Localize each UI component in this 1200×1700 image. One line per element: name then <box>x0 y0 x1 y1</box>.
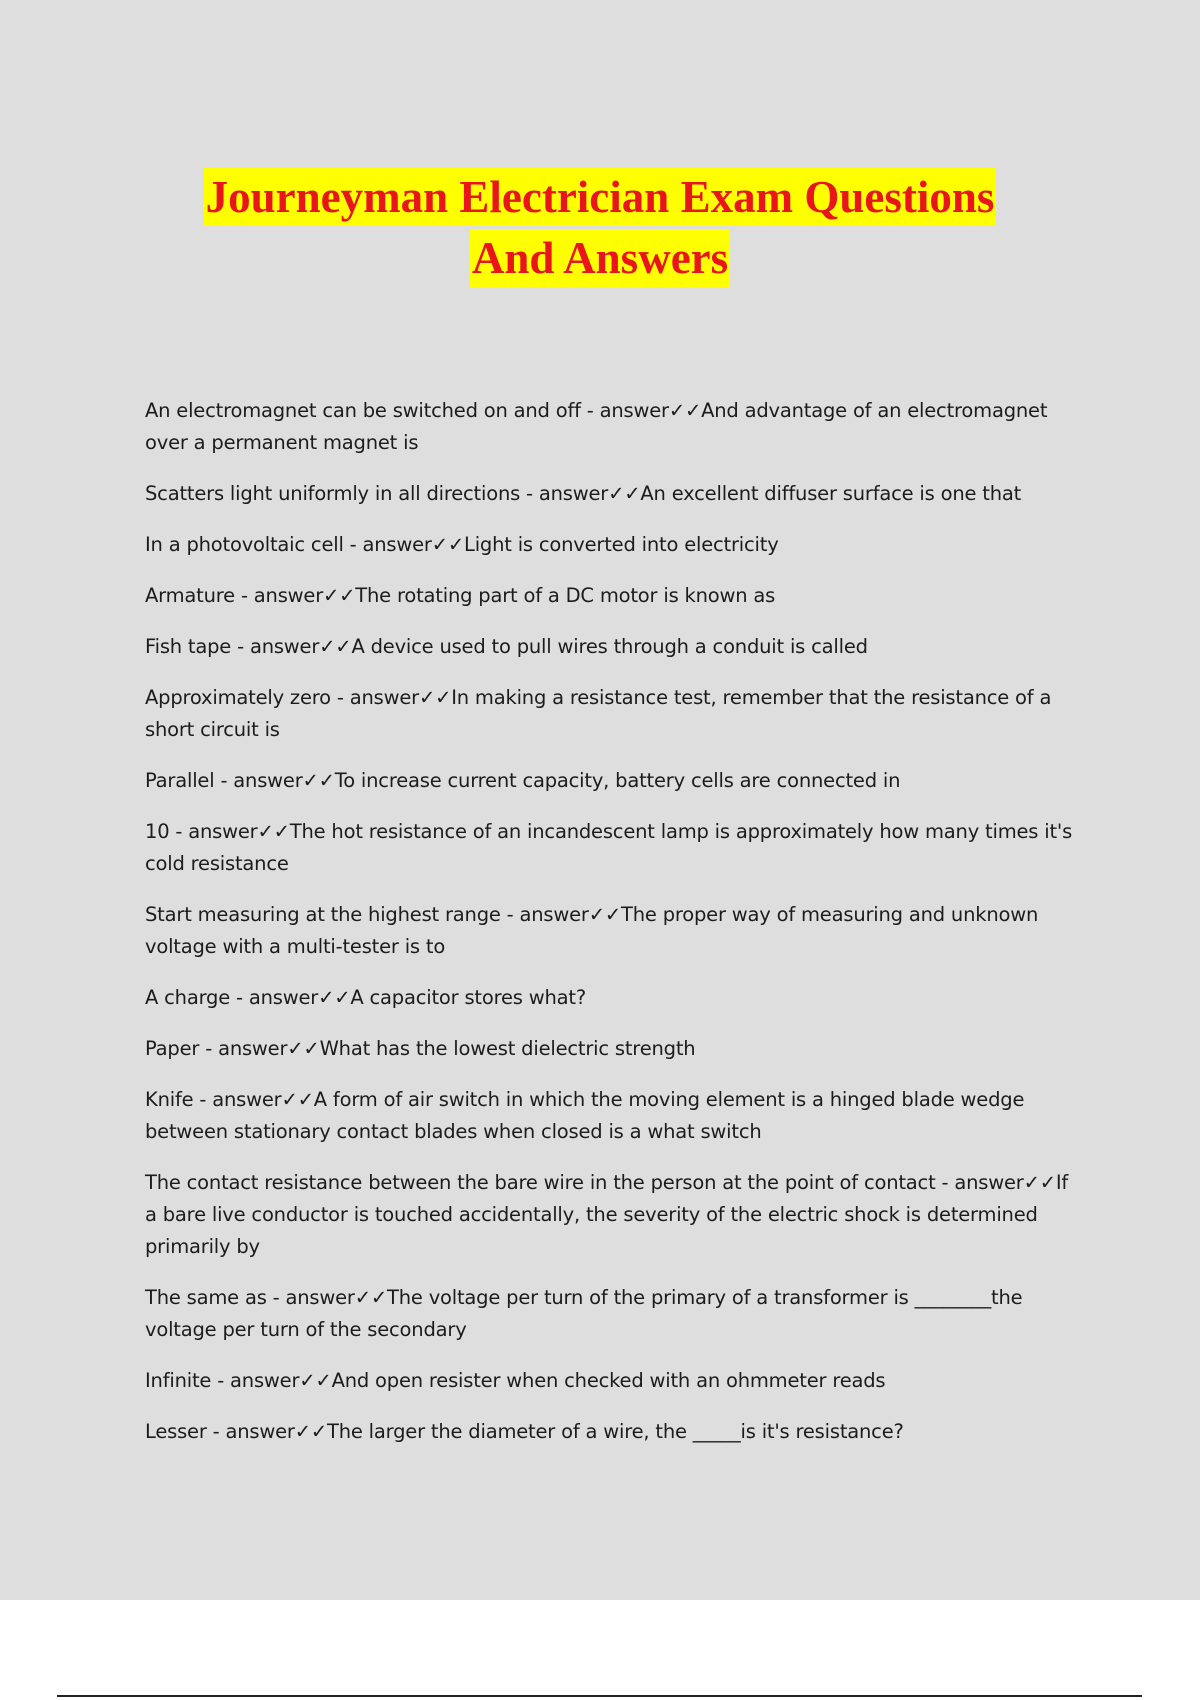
qa-separator: - answer✓✓ <box>230 986 351 1009</box>
qa-answer: 10 <box>145 820 170 843</box>
document-title <box>0 168 1200 290</box>
title-line-1: Journeyman Electrician Exam Questions <box>204 168 997 226</box>
qa-item <box>145 899 1080 963</box>
qa-question: In making a resistance test, remember that the resistance of a short circuit is <box>145 686 1052 741</box>
qa-item <box>145 478 1080 510</box>
qa-answer: Infinite <box>145 1369 212 1392</box>
qa-answer: Start measuring at the highest range <box>145 903 501 926</box>
qa-answer: In a photovoltaic cell <box>145 533 344 556</box>
qa-item <box>145 816 1080 880</box>
qa-question: The rotating part of a DC motor is known as <box>355 584 776 607</box>
qa-item <box>145 1033 1080 1065</box>
qa-separator: - answer✓✓ <box>580 399 702 422</box>
qa-item <box>145 1167 1080 1263</box>
title-line-2: And Answers <box>470 229 730 287</box>
qa-question: The hot resistance of an incandescent lamp is approximately how many times it's cold resistance <box>145 820 1073 875</box>
qa-item <box>145 529 1080 561</box>
qa-separator: - answer✓✓ <box>234 584 356 607</box>
qa-question: A capacitor stores what? <box>350 986 586 1009</box>
qa-answer: Armature <box>145 584 235 607</box>
qa-separator: - answer✓✓ <box>500 903 622 926</box>
qa-answer: Parallel <box>145 769 215 792</box>
qa-question: The voltage per turn of the primary of a transformer is ________the voltage per turn of the secondary <box>145 1286 1023 1341</box>
qa-question: And advantage of an electromagnet over a permanent magnet is <box>145 399 1048 454</box>
qa-separator: - answer✓✓ <box>206 1420 327 1443</box>
qa-question: A form of air switch in which the moving element is a hinged blade wedge between stationary contact blades when closed is a what switch <box>145 1088 1025 1143</box>
footer-divider <box>57 1695 1142 1697</box>
qa-separator: - answer✓✓ <box>520 482 641 505</box>
qa-answer: Fish tape <box>145 635 232 658</box>
qa-question: If a bare live conductor is touched accidentally, the severity of the electric shock is determined primarily by <box>145 1171 1069 1258</box>
qa-answer: Knife <box>145 1088 194 1111</box>
qa-list <box>145 395 1080 1467</box>
qa-item <box>145 1416 1080 1448</box>
qa-item <box>145 682 1080 746</box>
qa-item <box>145 631 1080 663</box>
qa-answer: An electromagnet can be switched on and off <box>145 399 581 422</box>
qa-answer: Paper <box>145 1037 200 1060</box>
qa-item <box>145 1282 1080 1346</box>
qa-item <box>145 395 1080 459</box>
qa-item <box>145 580 1080 612</box>
qa-separator: - answer✓✓ <box>193 1088 314 1111</box>
qa-separator: - answer✓✓ <box>343 533 465 556</box>
qa-separator: - answer✓✓ <box>935 1171 1056 1194</box>
qa-separator: - answer✓✓ <box>330 686 452 709</box>
qa-separator: - answer✓✓ <box>169 820 290 843</box>
qa-separator: - answer✓✓ <box>199 1037 320 1060</box>
qa-separator: - answer✓✓ <box>211 1369 332 1392</box>
qa-question: An excellent diffuser surface is one that <box>640 482 1022 505</box>
qa-separator: - answer✓✓ <box>214 769 335 792</box>
qa-question: What has the lowest dielectric strength <box>319 1037 696 1060</box>
qa-question: The larger the diameter of a wire, the _____is it's resistance? <box>327 1420 904 1443</box>
qa-answer: Scatters light uniformly in all directions <box>145 482 521 505</box>
qa-question: The proper way of measuring and unknown voltage with a multi-tester is to <box>145 903 1039 958</box>
qa-separator: - answer✓✓ <box>266 1286 388 1309</box>
qa-item <box>145 1365 1080 1397</box>
qa-item <box>145 982 1080 1014</box>
qa-question: And open resister when checked with an ohmmeter reads <box>331 1369 886 1392</box>
qa-answer: The same as <box>145 1286 267 1309</box>
qa-answer: Lesser <box>145 1420 207 1443</box>
qa-answer: The contact resistance between the bare wire in the person at the point of contact <box>145 1171 936 1194</box>
qa-answer: Approximately zero <box>145 686 331 709</box>
qa-item <box>145 1084 1080 1148</box>
qa-question: Light is converted into electricity <box>464 533 779 556</box>
qa-question: A device used to pull wires through a conduit is called <box>351 635 868 658</box>
qa-question: To increase current capacity, battery cells are connected in <box>334 769 901 792</box>
qa-separator: - answer✓✓ <box>231 635 352 658</box>
qa-answer: A charge <box>145 986 231 1009</box>
qa-item <box>145 765 1080 797</box>
